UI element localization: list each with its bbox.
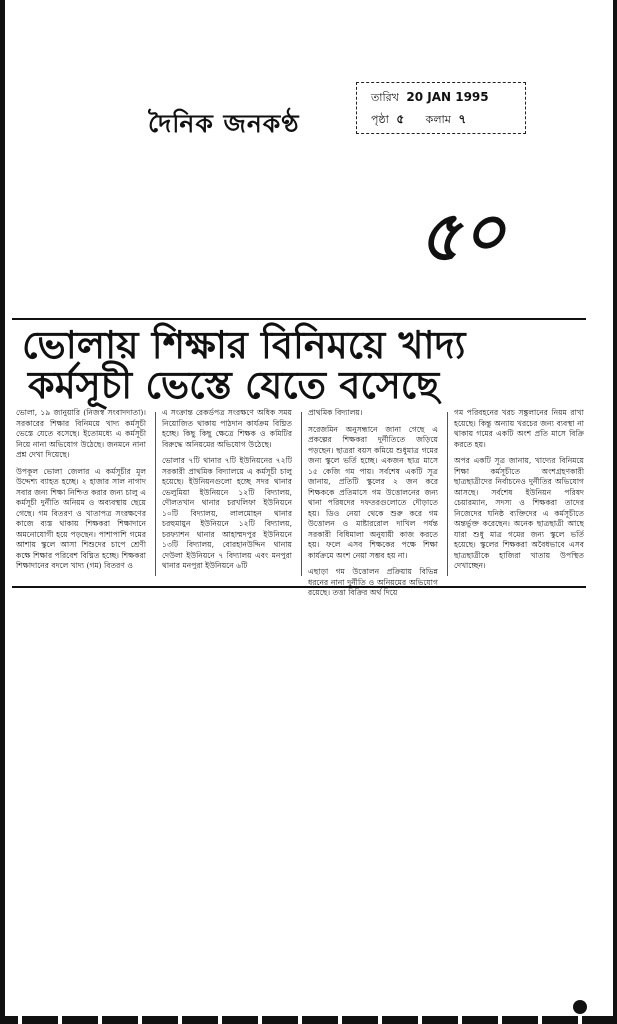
article-column-4 bbox=[454, 408, 584, 578]
article-paragraph: এ সংক্রান্ত রেকর্ডপত্র সংরক্ষণে অধিক সময় নিয়োজিত থাকায় পাঠদান কার্যক্রম বিঘ্নিত হচ্ছে। কিছু কিছু ক্ষেত্রে শিক্ষক ও কমিটির বিরুদ্ধে অনিয়মের অভিযোগ উঠেছে। bbox=[162, 408, 292, 449]
article-paragraph: ভোলা, ১৯ জানুয়ারি (নিজস্ব সংবাদদাতা)। সরকারের শিক্ষার বিনিময়ে খাদ্য কর্মসূচী ভেস্তে যেতে বসেছে। ইতোমধ্যে এ কর্মসূচী নিয়ে নানা অভিযোগ উঠেছে। জনমনে নানা প্রশ্ন দেখা দিয়েছে। bbox=[16, 408, 146, 459]
stamp-page-value: ৫ bbox=[396, 112, 405, 126]
headline-line-1: ভোলায় শিক্ষার বিনিময়ে খাদ্য bbox=[22, 323, 466, 367]
article-paragraph: প্রাথমিক বিদ্যালয়। bbox=[308, 408, 363, 417]
article-paragraph: অপর একটি সূত্র জানায়, খাদ্যের বিনিময়ে শিক্ষা কর্মসূচীতে অংশগ্রহণকারী ছাত্রছাত্রীদের নির্বাচনেও দুর্নীতির অভিযোগ আসছে। সর্বশেষ ইউনিয়ন পরিষদ চেয়ারম্যান, সদস্য ও শিক্ষকরা তাদের নিজেদের ঘনিষ্ঠ ব্যক্তিদের এ কর্মসূচীতে অন্তর্ভুক্ত করেছেন। অনেক ছাত্রছাত্রী আছে যারা শুধু মাত্র গমের জন্য স্কুলে ভর্তি হয়েছে। স্কুলের শিক্ষকরা অবৈধভাবে এসব ছাত্রছাত্রীকে হাজিরা খাতায় উপস্থিত দেখাচ্ছেন। bbox=[454, 456, 584, 570]
article-column-2 bbox=[162, 408, 292, 578]
column-divider bbox=[155, 412, 156, 576]
stamp-page-row bbox=[371, 111, 466, 131]
scan-left-edge bbox=[0, 0, 5, 1024]
stamp-date-value: 20 JAN 1995 bbox=[406, 90, 489, 104]
article-body bbox=[16, 408, 584, 597]
handwritten-number: ৫০ bbox=[413, 191, 510, 280]
article-paragraph: গম পরিবহনের খরচ সঙ্কুলানের নিয়ম রাখা হয়েছে। কিন্তু অন্যায় খরচের জন্য ব্যবস্থা না থাকায় গমের একটি অংশ প্রতি মাসে বিক্রি করতে হয়। bbox=[454, 408, 584, 449]
article-paragraph: সরেজমিন অনুসন্ধানে জানা গেছে এ প্রকল্পের শিক্ষকরা দুর্নীতিতে জড়িয়ে পড়ছেন। ছাত্ররা বয়স কমিয়ে শুধুমাত্র গমের জন্য স্কুলে ভর্তি হচ্ছে। একজন ছাত্র মাসে ১৫ কেজি গম পায়। সর্বশেষ একটি সূত্র জানায়, প্রতিটি স্কুলের ২ জন করে শিক্ষককে প্রতিমাসে গম উত্তোলনের জন্য থানা পরিষদের দফতরগুলোতে দৌড়াতে হয়। ডিও নেয়া থেকে শুরু করে গম উত্তোলন ও মাষ্টাররোল দাখিল পর্যন্ত সরকারী বিধিমালা অনুযায়ী কাজ করতে হয়। ফলে এসব শিক্ষকের পক্ষে শিক্ষা কার্যক্রমে অংশ নেয়া সম্ভব হয় না। bbox=[308, 424, 438, 560]
stamp-page-label: পৃষ্ঠা bbox=[371, 113, 389, 126]
scan-ink-smudge bbox=[573, 1000, 587, 1014]
stamp-date-row bbox=[371, 89, 489, 108]
column-divider bbox=[447, 412, 448, 576]
stamp-column-value: ৭ bbox=[458, 112, 467, 126]
headline-line-2: কর্মসূচী ভেস্তে যেতে বসেছে bbox=[28, 363, 440, 407]
archive-stamp bbox=[356, 82, 526, 134]
article-paragraph: উপকূল ভোলা জেলার এ কর্মসূচীর মূল উদ্দেশ্য ব্যাহত হচ্ছে। ২ হাজার সাল নাগাদ সবার জন্য শিক্ষা নিশ্চিত করার জন্য চালু এ কর্মসূচী দুর্নীতি অনিয়ম ও অব্যবস্থায় ছেয়ে গেছে। গম বিতরণ ও খাতাপত্র সংরক্ষণের কাজে ব্যস্ত থাকায় শিক্ষকরা শিক্ষাদানে অমনোযোগী হয়ে পড়ছেন। পাশাপাশি গমের আশায় স্কুলে আসা শিশুদের চাপে শ্রেণী কক্ষে শিক্ষার পরিবেশ বিঘ্নিত হচ্ছে। শিক্ষকরা শিক্ষাদানের বদলে খাদ্য (গম) বিতরণ ও bbox=[16, 466, 146, 570]
scan-bottom-edge bbox=[0, 1016, 617, 1024]
article-column-3 bbox=[308, 408, 438, 597]
column-divider bbox=[301, 412, 302, 576]
stamp-date-label: তারিখ bbox=[371, 91, 399, 104]
article-paragraph: এছাড়া গম উত্তোলন প্রক্রিয়ায় বিভিন্ন ধরনের নানা দুর্নীতি ও অনিয়মের অভিযোগ রয়েছে। তত্তা বিক্রির অর্থ দিয়ে bbox=[308, 567, 438, 597]
stamp-column-label: কলাম bbox=[425, 113, 451, 126]
newspaper-masthead: দৈনিক জনকণ্ঠ bbox=[148, 109, 300, 138]
article-column-1 bbox=[16, 408, 146, 578]
article-paragraph: ভোলার ৭টি থানার ৭টি ইউনিয়নের ৭২টি সরকারী প্রাথমিক বিদ্যালয়ে এ কর্মসূচী চালু হয়েছে। ইউনিয়নগুলো হচ্ছে সদর থানার ভেলুমিয়া ইউনিয়নে ১২টি বিদ্যালয়, দৌলতখান থানার চরখলিফা ইউনিয়নে ১০টি বিদ্যালয়, লালমোহন থানার চরহুমায়ুন ইউনিয়নে ১২টি বিদ্যালয়, চরফ্যাশন থানার আহাম্মদপুর ইউনিয়নে ১৩টি বিদ্যালয়, বোরহানউদ্দিন থানায় দেউলা ইউনিয়নে ৭ বিদ্যালয় এবং মনপুরা থানার মনপুরা ইউনিয়নে ৬টি bbox=[162, 456, 292, 570]
scan-right-edge bbox=[613, 0, 617, 1024]
